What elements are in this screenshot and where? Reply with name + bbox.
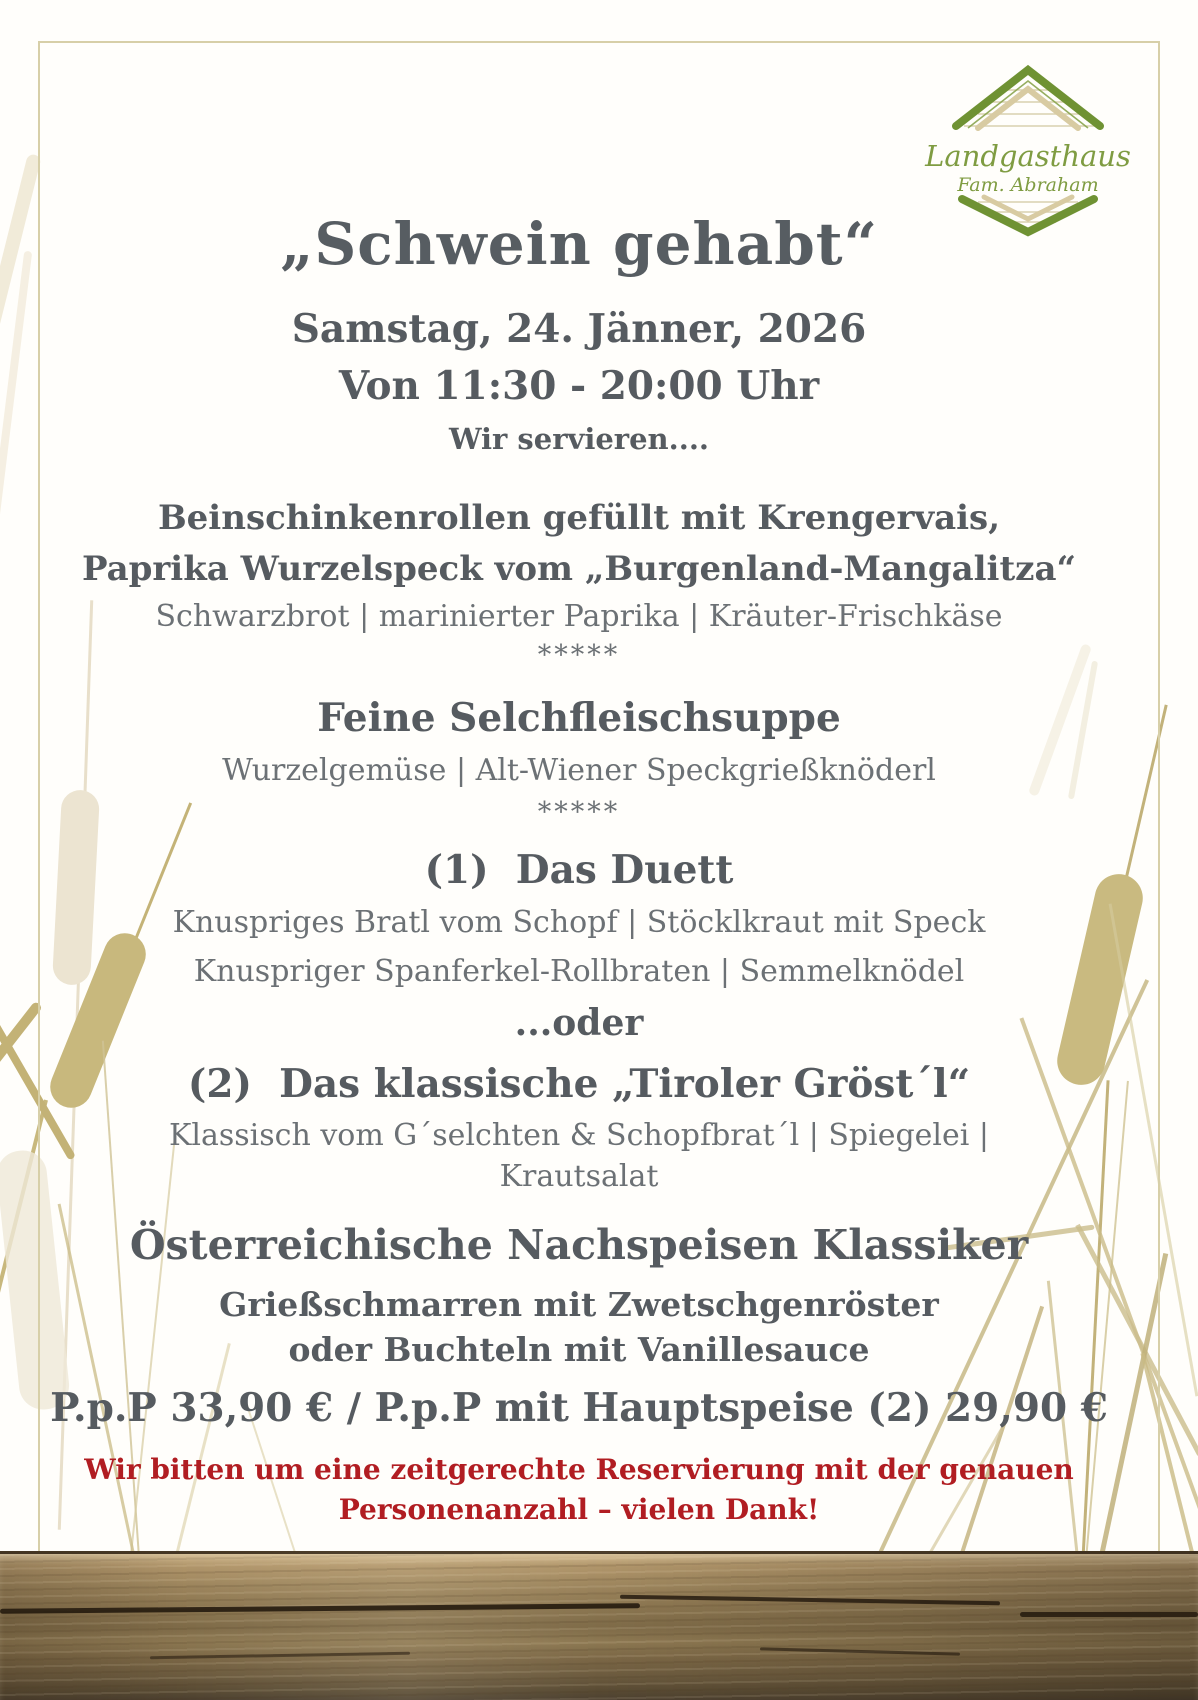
price-line: P.p.P 33,90 € / P.p.P mit Hauptspeise (2) 29,90 €: [50, 1385, 1108, 1432]
separator-stars: *****: [537, 639, 621, 671]
intro-line: Wir servieren....: [448, 422, 710, 457]
starter-detail: Schwarzbrot | marinierter Paprika | Kräuter-Frischkäse: [155, 598, 1003, 634]
wood-plank-footer: [0, 1551, 1198, 1700]
event-date: Samstag, 24. Jänner, 2026: [291, 305, 867, 352]
wood-crack: [1020, 1612, 1198, 1617]
main-option-2-detail-2: Krautsalat: [499, 1158, 659, 1194]
or-label: ...oder: [514, 1001, 644, 1044]
main-option-2-title: (2) Das klassische „Tiroler Gröst´l“: [187, 1061, 971, 1108]
main-option-1-title: (1) Das Duett: [424, 847, 734, 894]
event-time: Von 11:30 - 20:00 Uhr: [338, 363, 820, 410]
main-option-1-detail-1: Knuspriges Bratl vom Schopf | Stöcklkraut mit Speck: [172, 904, 986, 940]
dessert-title: Österreichische Nachspeisen Klassiker: [129, 1220, 1029, 1269]
reservation-notice-line-2: Personenanzahl – vielen Dank!: [338, 1492, 820, 1526]
soup-detail: Wurzelgemüse | Alt-Wiener Speckgrießknöderl: [222, 752, 936, 788]
starter-title-line-2: Paprika Wurzelspeck vom „Burgenland-Mangalitza“: [81, 548, 1077, 589]
starter-title-line-1: Beinschinkenrollen gefüllt mit Krengervais,: [157, 497, 1001, 538]
wood-crack: [150, 1652, 410, 1660]
wood-crack: [760, 1647, 960, 1655]
reservation-notice-line-1: Wir bitten um eine zeitgerechte Reservierung mit der genauen: [84, 1453, 1074, 1487]
event-title: „Schwein gehabt“: [280, 210, 878, 278]
soup-title: Feine Selchfleischsuppe: [317, 694, 841, 741]
main-option-2-detail-1: Klassisch vom G´selchten & Schopfbrat´l | Spiegelei |: [168, 1117, 990, 1153]
wood-crack: [0, 1603, 640, 1614]
logo-name-text: Landgasthaus: [925, 139, 1131, 173]
menu-content: [30, 210, 1128, 1526]
wood-crack: [620, 1595, 1000, 1606]
dessert-option-2: oder Buchteln mit Vanillesauce: [288, 1329, 870, 1369]
dessert-option-1: Grießschmarren mit Zwetschgenröster: [219, 1285, 939, 1325]
separator-stars: *****: [537, 796, 621, 828]
logo-subname-text: Fam. Abraham: [957, 174, 1099, 196]
main-option-1-detail-2: Knuspriger Spanferkel-Rollbraten | Semmelknödel: [193, 953, 965, 989]
